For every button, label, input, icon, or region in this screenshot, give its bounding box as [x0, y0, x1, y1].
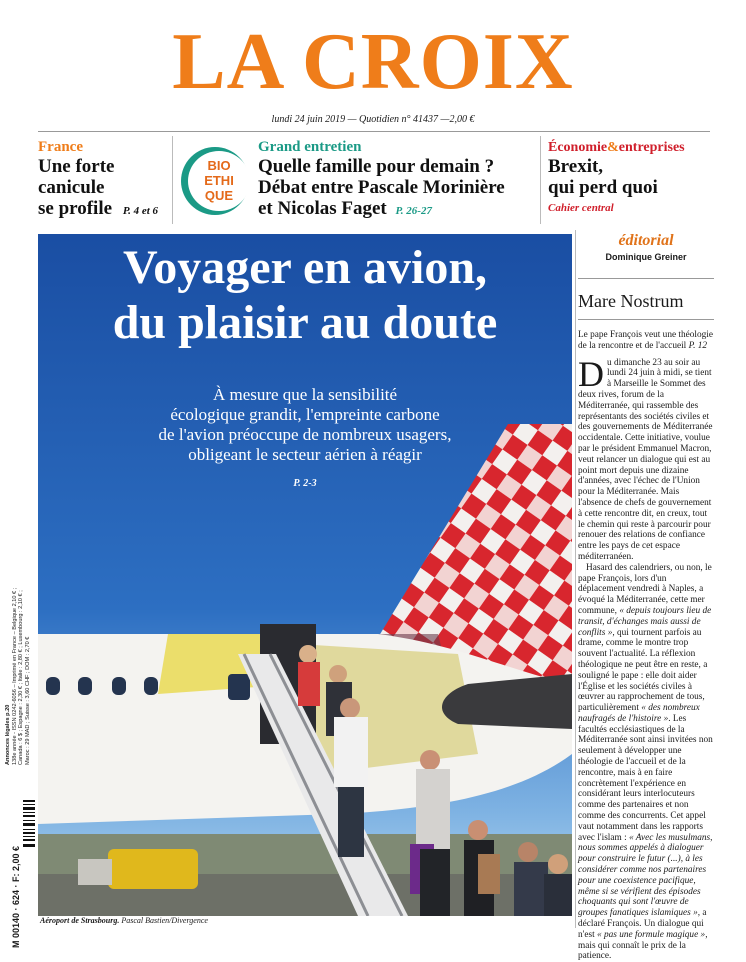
editorial-column: [578, 232, 714, 962]
standfirst-line: obligeant le secteur aérien à réagir: [188, 445, 422, 464]
teaser-grand-entretien[interactable]: [258, 139, 538, 222]
legal-line: 138e année - ISSN 0242-6056 – Imprimé en France – Belgique 2,10 € ;: [11, 587, 18, 765]
badge-line: QUE: [204, 188, 234, 203]
legal-line: Maroc : 29 MAD ; Suisse : 3,60 CHF ; DOM : 2,70 €: [24, 636, 31, 765]
teaser-title-line: canicule: [38, 177, 105, 198]
legal-line: Canada : 6 $ ; Espagne : 2,30 € ; Italie : 2,80 € ; Luxembourg : 2,10 € ;: [18, 590, 25, 765]
headline-line: du plaisir au doute: [112, 296, 498, 349]
teaser-title-line: Quelle famille pour demain ?: [258, 156, 495, 177]
teaser-kicker: Grand entretien: [258, 139, 362, 155]
badge-line: ETHI: [204, 173, 234, 188]
editorial-title: Mare Nostrum: [578, 291, 684, 311]
standfirst-line: de l'avion préoccupe de nombreux usagers,: [158, 425, 452, 444]
divider: [172, 136, 173, 224]
editorial-body: Du dimanche 23 au soir au lundi 24 juin à midi, se tient à Marseille le Sommet des deux rives, forum de la Méditerranée, qui rassemble des représentants des sociétés civiles et des gouvernements de Méditerranée occidentale. Cette initiative, voulue par le président Emmanuel Macron, veut relancer un dialogue qui est au point mort depuis une dizaine d'années, avec l'échec de l'Union pour la Méditerranée. Mais l'absence de chefs de gouvernement à cette rencontre dit, en creux, tout le chemin qui reste à parcourir pour renouer des relations de confiance entre les pays de cet espace méditerranéen.: [578, 353, 713, 562]
divider: [38, 131, 710, 132]
teaser-title-line: et Nicolas Faget: [258, 198, 387, 219]
teaser-title-line: Brexit,: [548, 156, 604, 177]
teaser-title-line: se profile: [38, 198, 113, 219]
standfirst-line: À mesure que la sensibilité: [212, 385, 398, 404]
teaser-kicker: France: [38, 139, 83, 155]
editorial-kicker: éditorial: [618, 232, 674, 249]
teaser-title-line: qui perd quoi: [548, 177, 658, 198]
cover-standfirst: [80, 385, 530, 465]
badge-line: BIO: [207, 158, 231, 173]
masthead-title: LA CROIX: [172, 18, 574, 106]
barcode: [7, 800, 35, 950]
legal-strip: [5, 565, 37, 955]
photo-caption: Aéroport de Strasbourg. Pascal Bastien/Divergence: [40, 916, 208, 925]
divider: [578, 319, 714, 320]
page-ref: P. 2-3: [293, 478, 317, 489]
dropcap: D: [578, 353, 604, 394]
teaser-france[interactable]: [38, 139, 178, 222]
dateline: lundi 24 juin 2019 — Quotidien n° 41437 —2,00 €: [271, 114, 475, 125]
editorial-body: Hasard des calendriers, ou non, le pape François, lors d'un déplacement vendredi à Naples, a évoqué la Méditerranée, cette mer commune, « depuis toujours lieu de transit, d'échanges mais aussi de conflits », qui tournent parfois au drame, comme le montre trop souvent l'actualité. La réflexion théologique ne peut être en reste, a souligné le pape : elle doit aider l'Église et les sociétés civiles à œuvrer au rapprochement de tous, particulièrement « des nombreux naufragés de l'histoire ». Les facultés ecclésiastiques de la Méditerranée sont ainsi invitées non seulement à développer une théologie de l'accueil et de la rencontre, mais à en faire concrètement l'expérience en considérant leurs interlocuteurs comme des partenaires et non comme des concurrents. Cet appel vaut notamment dans les rapports avec l'islam : « Avec les musulmans, nous sommes appelés à dialoguer pour construire le futur (...), à les considérer comme nos partenaires pour une coexistence pacifique, même si se vérifient des épisodes choquants qui sont l'œuvre de groupes fanatiques islamiques », a déclaré François. Un dialogue qui n'est « pas une formule magique », mais qui connaît le prix de la patience.: [578, 562, 713, 962]
teaser-economie[interactable]: [548, 139, 718, 214]
editorial-intro: Le pape François veut une théologie de la rencontre et de l'accueil P. 12: [578, 330, 714, 351]
divider: [578, 278, 714, 279]
page-ref: P. 26-27: [395, 205, 432, 217]
cover-headline[interactable]: [38, 240, 572, 350]
barcode-text: M 00140 · 624 · F: 2,00 €: [11, 845, 21, 948]
teaser-kicker: Économie&entreprises: [548, 140, 685, 155]
headline-line: Voyager en avion,: [122, 241, 488, 294]
teaser-title-line: Débat entre Pascale Morinière: [258, 177, 505, 198]
bayard-logo: bayard: [22, 410, 38, 474]
divider: [540, 136, 541, 224]
page-ref: P. 4 et 6: [122, 205, 159, 217]
legal-line: Annonces légales p.20: [5, 704, 11, 765]
standfirst-line: écologique grandit, l'empreinte carbone: [170, 405, 440, 424]
divider: [575, 230, 576, 928]
bioethique-badge: [181, 147, 249, 215]
teaser-title-line: Une forte: [38, 156, 115, 177]
page-ref: Cahier central: [548, 202, 614, 214]
editorial-author: Dominique Greiner: [605, 252, 687, 262]
